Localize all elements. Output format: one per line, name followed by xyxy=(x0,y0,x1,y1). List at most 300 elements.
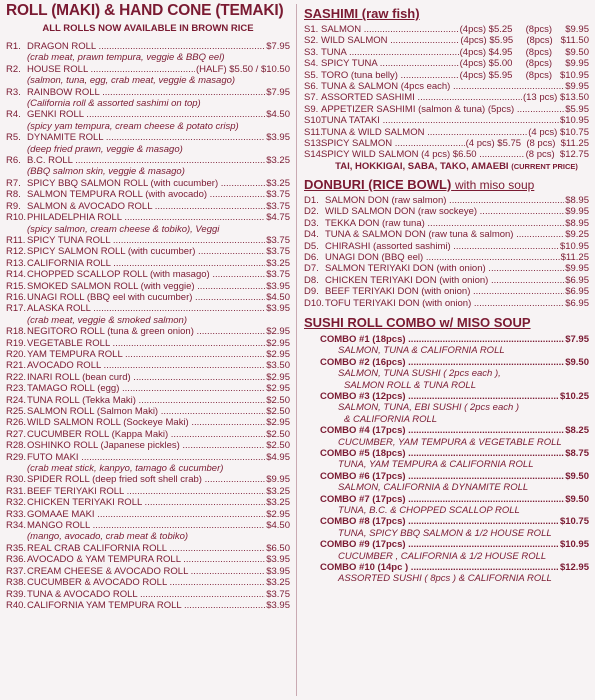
item-price: $8.95 xyxy=(565,194,589,206)
item-number: S1. xyxy=(304,24,319,35)
item-description: (crab meat, prawn tempura, veggie & BBQ eel) xyxy=(27,52,225,64)
item-name: SPICY WILD SALMON (4 pcs) $6.50 ..... xyxy=(321,149,525,160)
item-price: $4.50 xyxy=(266,520,290,532)
item-name: MANGO ROLL ..... xyxy=(27,520,265,531)
item-number: R36. xyxy=(6,554,27,566)
item-number: R27. xyxy=(6,428,27,440)
item-name: SALMON DON (raw salmon) ..... xyxy=(325,195,564,206)
item-name: SMOKED SALMON ROLL (with veggie) ..... xyxy=(27,281,265,292)
menu-item xyxy=(6,554,290,565)
item-price: $6.95 xyxy=(565,286,589,298)
menu-item xyxy=(6,566,290,577)
menu-item xyxy=(6,600,290,611)
item-number: D4. xyxy=(304,229,319,241)
item-price: $11.25 xyxy=(560,251,589,263)
item-price: $3.25 xyxy=(266,577,290,589)
item-price: $6.95 xyxy=(565,274,589,286)
item-number: R2. xyxy=(6,63,21,75)
combo-description: TUNA, SPICY BBQ SALMON & 1/2 HOUSE ROLL xyxy=(338,527,552,539)
item-price: $4.95 xyxy=(266,451,290,463)
combo-description: SALMON, CALIFORNIA & DYNAMITE ROLL xyxy=(338,482,529,494)
combo-item xyxy=(304,391,589,402)
item-number: R17. xyxy=(6,303,27,315)
combo-name: COMBO #4 (17pcs) ..... xyxy=(320,425,564,436)
item-price: (4 pcs) $10.75 xyxy=(528,126,589,138)
item-price: $3.75 xyxy=(266,234,290,246)
item-name: CHICKEN TERIYAKI ROLL ..... xyxy=(27,497,265,508)
item-name: TUNA ROLL (Tekka Maki) ..... xyxy=(27,395,265,406)
item-number: R19. xyxy=(6,337,27,349)
combo-price: $9.50 xyxy=(565,470,589,482)
item-number: R39. xyxy=(6,588,27,600)
item-name: CREAM CHEESE & AVOCADO ROLL ..... xyxy=(27,566,265,577)
item-number: R12. xyxy=(6,246,27,258)
item-description: (salmon, tuna, egg, crab meat, veggie & masago) xyxy=(27,75,236,87)
item-name: PHILADELPHIA ROLL ..... xyxy=(27,212,265,223)
item-number: R37. xyxy=(6,565,27,577)
item-price: $3.95 xyxy=(266,132,290,144)
item-number: R7. xyxy=(6,177,21,189)
item-price: $9.25 xyxy=(565,229,589,241)
donburi-item xyxy=(304,241,589,252)
sashimi-item xyxy=(304,24,589,35)
menu-item xyxy=(6,509,290,520)
sashimi-item xyxy=(304,149,589,160)
item-number: D8. xyxy=(304,274,319,286)
item-price: $7.95 xyxy=(266,41,290,52)
item-price: $3.75 xyxy=(266,269,290,281)
item-number: D6. xyxy=(304,251,319,263)
item-price: $3.95 xyxy=(266,554,290,566)
roll-list xyxy=(6,41,290,611)
combo-description: SALMON ROLL & TUNA ROLL xyxy=(344,379,476,391)
combo-price: $10.95 xyxy=(559,539,589,551)
combo-title: SUSHI ROLL COMBO w/ MISO SOUP xyxy=(304,314,531,330)
item-number: D3. xyxy=(304,217,319,229)
item-price: (4 pcs) $5.75 (8 pcs) $11.25 xyxy=(465,138,589,150)
item-price: $3.95 xyxy=(266,565,290,577)
item-name: YAM TEMPURA ROLL ..... xyxy=(27,349,265,360)
item-number: R22. xyxy=(6,371,27,383)
item-number: R35. xyxy=(6,542,27,554)
item-number: S10. xyxy=(304,115,324,127)
menu-item xyxy=(6,64,290,75)
item-description: (BBQ salmon skin, veggie & masago) xyxy=(27,166,185,178)
item-number: D1. xyxy=(304,194,319,206)
item-number: S2. xyxy=(304,35,319,47)
menu-item xyxy=(6,372,290,383)
item-number: R38. xyxy=(6,577,27,589)
sashimi-item xyxy=(304,115,589,126)
item-name: CALIFORNIA YAM TEMPURA ROLL ..... xyxy=(27,600,265,611)
item-name: CUCUMBER ROLL (Kappa Maki) ..... xyxy=(27,429,265,440)
sashimi-item xyxy=(304,58,589,69)
item-name: TORO (tuna belly) ..... xyxy=(321,70,459,81)
combo-item xyxy=(304,539,589,550)
menu-item xyxy=(6,417,290,428)
item-name: SALMON & AVOCADO ROLL ..... xyxy=(27,201,265,212)
item-price: $4.75 xyxy=(266,212,290,224)
item-number: S13. xyxy=(304,138,324,150)
item-price: $4.50 xyxy=(266,109,290,121)
item-price: $2.95 xyxy=(266,417,290,429)
sashimi-title: SASHIMI (raw fish) xyxy=(304,6,420,21)
combo-description: TUNA, YAM TEMPURA & CALIFORNIA ROLL xyxy=(338,459,534,471)
sashimi-extra xyxy=(304,161,589,172)
combo-description: CUCUMBER, YAM TEMPURA & VEGETABLE ROLL xyxy=(338,436,562,448)
item-name: SPICY BBQ SALMON ROLL (with cucumber) ..... xyxy=(27,178,265,189)
donburi-item xyxy=(304,286,589,297)
combo-price: $10.25 xyxy=(559,390,589,402)
combo-item xyxy=(304,334,589,345)
item-number: D10. xyxy=(304,297,325,309)
menu-item xyxy=(6,109,290,120)
item-description: (crab meat stick, kanpyo, tamago & cucumber) xyxy=(27,463,224,475)
item-number: R18. xyxy=(6,326,27,338)
item-name: NEGITORO ROLL (tuna & green onion) ..... xyxy=(27,326,265,337)
item-name: DRAGON ROLL ..... xyxy=(27,41,265,52)
combo-name: COMBO #6 (17pcs) ..... xyxy=(320,471,564,482)
menu-item xyxy=(6,497,290,508)
current-price-label: (CURRENT PRICE) xyxy=(511,161,578,171)
donburi-item xyxy=(304,206,589,217)
roll-section-title: ROLL (MAKI) & HAND CONE (TEMAKI) xyxy=(6,2,284,19)
item-price: $3.95 xyxy=(266,599,290,611)
item-name: CALIFORNIA ROLL ..... xyxy=(27,258,265,269)
item-name: TUNA ..... xyxy=(321,47,459,58)
item-price: $2.95 xyxy=(266,508,290,520)
item-price: (4pcs) $5.95 (8pcs) $11.50 xyxy=(460,35,589,47)
menu-item xyxy=(6,281,290,292)
donburi-item xyxy=(304,275,589,286)
item-name: SPICY TUNA ROLL ..... xyxy=(27,235,265,246)
item-price: (4pcs) $5.00 (8pcs) $9.95 xyxy=(459,58,589,70)
item-name: SALMON ROLL (Salmon Maki) ..... xyxy=(27,406,265,417)
donburi-item xyxy=(304,229,589,240)
combo-description: SALMON, TUNA SUSHI ( 2pcs each ), xyxy=(338,368,501,380)
item-price: $9.95 xyxy=(565,81,589,93)
combo-item xyxy=(304,516,589,527)
item-number: S7. xyxy=(304,92,319,104)
menu-item xyxy=(6,41,290,52)
item-name: TUNA & WILD SALMON ..... xyxy=(321,127,527,138)
item-price: $2.50 xyxy=(266,394,290,406)
item-price: $3.95 xyxy=(266,303,290,315)
item-name: APPETIZER SASHIMI (salmon & tuna) (5pcs) ..... xyxy=(321,104,564,115)
combo-description: ASSORTED SUSHI ( 8pcs ) & CALIFORNIA ROLL xyxy=(338,573,552,585)
item-number: S9. xyxy=(304,103,319,115)
item-number: R29. xyxy=(6,451,27,463)
combo-name: COMBO #3 (12pcs) ..... xyxy=(320,391,559,402)
combo-description: CUCUMBER , CALIFORNIA & 1/2 HOUSE ROLL xyxy=(338,550,547,562)
item-description: (spicy salmon, cream cheese & tobiko), Veggi xyxy=(27,223,220,235)
item-description: (California roll & assorted sashimi on top) xyxy=(27,98,201,110)
menu-item xyxy=(6,429,290,440)
menu-item xyxy=(6,440,290,451)
item-number: R32. xyxy=(6,497,27,509)
item-name: SPIDER ROLL (deep fried soft shell crab) ..... xyxy=(27,474,265,485)
item-price: $2.95 xyxy=(266,371,290,383)
item-number: R8. xyxy=(6,189,21,201)
item-price: (4pcs) $4.95 (8pcs) $9.50 xyxy=(459,46,589,58)
sashimi-item xyxy=(304,138,589,149)
item-price: $3.25 xyxy=(266,155,290,167)
donburi-title-text: DONBURI (RICE BOWL) xyxy=(304,176,452,192)
item-price: $3.25 xyxy=(266,257,290,269)
item-name: UNAGI ROLL (BBQ eel with cucumber) ..... xyxy=(27,292,265,303)
combo-item xyxy=(304,425,589,436)
item-price: $3.50 xyxy=(266,360,290,372)
item-price: $3.75 xyxy=(266,588,290,600)
item-name: CHOPPED SCALLOP ROLL (with masago) ..... xyxy=(27,269,265,280)
item-number: R20. xyxy=(6,348,27,360)
item-name: SALMON TERIYAKI DON (with onion) ..... xyxy=(325,263,564,274)
item-name: SPICY TUNA ..... xyxy=(321,58,459,69)
menu-item xyxy=(6,589,290,600)
item-number: R3. xyxy=(6,86,21,98)
item-price: $8.95 xyxy=(565,217,589,229)
item-number: R1. xyxy=(6,41,21,52)
item-name: VEGETABLE ROLL ..... xyxy=(27,338,265,349)
item-number: R5. xyxy=(6,132,21,144)
item-price: (4pcs) $5.95 (8pcs) $10.95 xyxy=(459,69,589,81)
item-name: BEEF TERIYAKI ROLL ..... xyxy=(27,486,265,497)
item-name: TUNA TATAKI ..... xyxy=(321,115,559,126)
combo-name: COMBO #5 (18pcs) ..... xyxy=(320,448,564,459)
item-name: WILD SALMON ROLL (Sockeye Maki) ..... xyxy=(27,417,265,428)
item-number: S6. xyxy=(304,81,319,93)
item-description: (mango, avocado, crab meat & tobiko) xyxy=(27,531,189,543)
sashimi-item xyxy=(304,92,589,103)
item-price: $3.25 xyxy=(266,497,290,509)
item-number: D5. xyxy=(304,240,319,252)
item-price: $2.50 xyxy=(266,406,290,417)
item-name: TEKKA DON (raw tuna) ..... xyxy=(325,218,564,229)
item-price: $9.95 xyxy=(266,474,290,486)
item-number: D9. xyxy=(304,286,319,298)
combo-name: COMBO #2 (16pcs) ..... xyxy=(320,357,564,368)
item-price: $6.50 xyxy=(266,542,290,554)
item-price: $2.50 xyxy=(266,428,290,440)
item-price: (13 pcs) $13.50 xyxy=(522,92,589,104)
menu-item xyxy=(6,406,290,417)
menu-item xyxy=(6,269,290,280)
menu-item xyxy=(6,520,290,531)
item-number: R33. xyxy=(6,508,27,520)
item-number: S14. xyxy=(304,149,324,161)
sashimi-item xyxy=(304,127,589,138)
item-number: R31. xyxy=(6,485,27,497)
item-name: ALASKA ROLL ..... xyxy=(27,303,265,314)
right-column xyxy=(304,0,589,585)
item-name: AVOCADO ROLL ..... xyxy=(27,360,265,371)
item-number: S4. xyxy=(304,58,319,70)
item-name: REAL CRAB CALIFORNIA ROLL ..... xyxy=(27,543,265,554)
menu-item xyxy=(6,349,290,360)
item-number: D2. xyxy=(304,206,319,218)
item-number: R16. xyxy=(6,291,27,303)
item-price: $3.25 xyxy=(266,485,290,497)
item-price: $3.25 xyxy=(266,177,290,189)
item-number: R10. xyxy=(6,212,27,224)
sashimi-item xyxy=(304,104,589,115)
menu-item xyxy=(6,178,290,189)
item-number: R40. xyxy=(6,599,27,611)
sashimi-item xyxy=(304,70,589,81)
item-name: TUNA & AVOCADO ROLL ..... xyxy=(27,589,265,600)
menu-item xyxy=(6,338,290,349)
menu-item xyxy=(6,201,290,212)
combo-name: COMBO #8 (17pcs) ..... xyxy=(320,516,559,527)
combo-price: $10.75 xyxy=(559,516,589,528)
item-name: CHIRASHI (assorted sashimi) ..... xyxy=(325,241,559,252)
combo-item xyxy=(304,562,589,573)
menu-item xyxy=(6,292,290,303)
combo-price: $8.25 xyxy=(565,425,589,437)
donburi-item xyxy=(304,263,589,274)
item-name: OSHINKO ROLL (Japanese pickles) ..... xyxy=(27,440,265,451)
column-divider xyxy=(296,4,297,696)
sashimi-item xyxy=(304,35,589,46)
menu-item xyxy=(6,383,290,394)
menu-item xyxy=(6,212,290,223)
combo-price: $9.50 xyxy=(565,493,589,505)
item-number: R11. xyxy=(6,234,26,246)
item-number: R9. xyxy=(6,200,21,212)
sashimi-list xyxy=(304,24,589,161)
menu-item xyxy=(6,132,290,143)
item-price: $2.95 xyxy=(266,337,290,349)
item-price: $3.75 xyxy=(266,200,290,212)
item-name: SALMON ..... xyxy=(321,24,459,35)
item-description: (crab meat, veggie & smoked salmon) xyxy=(27,314,187,326)
item-name: FUTO MAKI ..... xyxy=(27,452,265,463)
combo-name: COMBO #7 (17pcs) ..... xyxy=(320,494,564,505)
combo-name: COMBO #9 (17pcs) ..... xyxy=(320,539,559,550)
combo-item xyxy=(304,357,589,368)
item-price: $4.50 xyxy=(266,291,290,303)
item-number: R28. xyxy=(6,440,27,452)
menu-item xyxy=(6,87,290,98)
item-name: HOUSE ROLL ..... xyxy=(27,64,195,75)
item-number: R25. xyxy=(6,406,27,417)
item-number: R21. xyxy=(6,360,27,372)
item-name: WILD SALMON DON (raw sockeye) ..... xyxy=(325,206,564,217)
menu-item xyxy=(6,395,290,406)
item-price: $2.95 xyxy=(266,326,290,338)
item-name: B.C. ROLL ..... xyxy=(27,155,265,166)
menu-item xyxy=(6,543,290,554)
item-number: R13. xyxy=(6,257,27,269)
donburi-title-suffix: with miso soup xyxy=(454,177,535,192)
donburi-item xyxy=(304,218,589,229)
item-price: $10.95 xyxy=(559,240,589,252)
sashimi-extra-text: TAI, HOKKIGAI, SABA, TAKO, AMAEBI xyxy=(335,160,509,172)
item-name: GOMAAE MAKI ..... xyxy=(27,509,265,520)
combo-price: $7.95 xyxy=(565,333,589,345)
item-price: (4pcs) $5.25 (8pcs) $9.95 xyxy=(459,24,589,35)
item-name: CUCUMBER & AVOCADO ROLL ..... xyxy=(27,577,265,588)
item-name: WILD SALMON ..... xyxy=(321,35,459,46)
brown-rice-notice: ALL ROLLS NOW AVAILABLE IN BROWN RICE xyxy=(42,23,254,34)
donburi-title xyxy=(304,177,589,192)
item-number: R34. xyxy=(6,520,27,532)
item-number: S5. xyxy=(304,69,319,81)
combo-price: $8.75 xyxy=(565,448,589,459)
item-price: $7.95 xyxy=(266,86,290,98)
combo-item xyxy=(304,471,589,482)
item-price: (8 pcs) $12.75 xyxy=(525,149,589,161)
combo-description: TUNA, B.C. & CHOPPED SCALLOP ROLL xyxy=(338,505,520,517)
item-number: R24. xyxy=(6,394,27,406)
item-price: $9.95 xyxy=(565,206,589,218)
item-price: $5.95 xyxy=(565,103,589,115)
item-price: $2.95 xyxy=(266,348,290,360)
item-name: SALMON TEMPURA ROLL (with avocado) ..... xyxy=(27,189,265,200)
combo-list xyxy=(304,334,589,585)
item-name: TUNA & SALMON DON (raw tuna & salmon) ..... xyxy=(325,229,564,240)
sashimi-item xyxy=(304,47,589,58)
item-price: (HALF) $5.50 / $10.50 xyxy=(196,63,290,75)
item-description: (spicy yam tempura, cream cheese & potato crisp) xyxy=(27,120,239,132)
item-number: R26. xyxy=(6,417,27,429)
item-name: GENKI ROLL ..... xyxy=(27,109,265,120)
item-price: $2.50 xyxy=(266,440,290,452)
item-price: $3.75 xyxy=(266,189,290,201)
donburi-list xyxy=(304,195,589,309)
item-price: $10.95 xyxy=(559,115,589,127)
item-price: $2.95 xyxy=(266,383,290,395)
combo-item xyxy=(304,448,589,459)
item-name: UNAGI DON (BBQ eel) ..... xyxy=(325,252,560,263)
item-price: $3.95 xyxy=(266,280,290,292)
combo-name: COMBO #10 (14pc ) ..... xyxy=(320,562,559,573)
item-price: $9.95 xyxy=(565,263,589,275)
menu-item xyxy=(6,258,290,269)
combo-price: $12.95 xyxy=(559,562,589,574)
item-name: ASSORTED SASHIMI ..... xyxy=(321,92,522,103)
menu-item xyxy=(6,326,290,337)
item-name: INARI ROLL (bean curd) ..... xyxy=(27,372,265,383)
combo-name: COMBO #1 (18pcs) ..... xyxy=(320,334,564,345)
item-name: CHICKEN TERIYAKI DON (with onion) ..... xyxy=(325,275,564,286)
item-price: $6.95 xyxy=(565,297,589,309)
menu-item xyxy=(6,155,290,166)
item-name: SPICY SALMON ROLL (with cucumber) ..... xyxy=(27,246,265,257)
donburi-item xyxy=(304,298,589,309)
menu-item xyxy=(6,474,290,485)
item-number: R30. xyxy=(6,474,27,486)
item-description: (deep fried prawn, veggie & masago) xyxy=(27,143,183,155)
item-number: R14. xyxy=(6,269,27,281)
item-name: DYNAMITE ROLL ..... xyxy=(27,132,265,143)
menu-item xyxy=(6,189,290,200)
menu-item xyxy=(6,452,290,463)
combo-description: SALMON, TUNA & CALIFORNIA ROLL xyxy=(338,345,505,357)
combo-price: $9.50 xyxy=(565,356,589,368)
item-number: R15. xyxy=(6,280,27,292)
donburi-item xyxy=(304,252,589,263)
item-number: S11. xyxy=(304,126,323,138)
menu-item xyxy=(6,577,290,588)
item-name: BEEF TERIYAKI DON (with onion) ..... xyxy=(325,286,564,297)
item-price: $3.75 xyxy=(266,246,290,258)
item-name: TAMAGO ROLL (egg) ..... xyxy=(27,383,265,394)
item-number: D7. xyxy=(304,263,319,275)
item-name: RAINBOW ROLL ..... xyxy=(27,87,265,98)
menu-item xyxy=(6,303,290,314)
item-number: R4. xyxy=(6,109,21,121)
